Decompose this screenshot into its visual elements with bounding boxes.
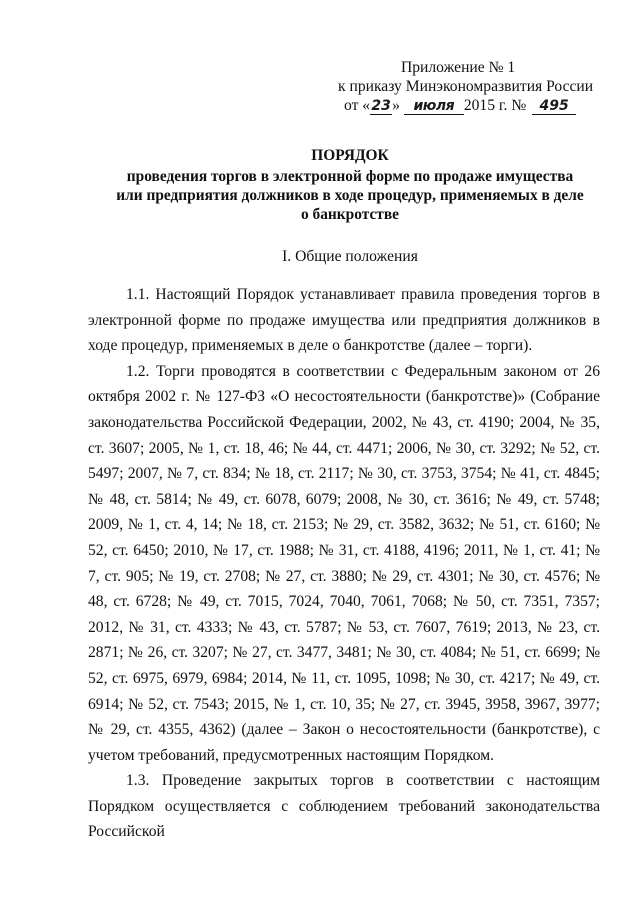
document-title bbox=[60, 146, 640, 224]
annex-date-line bbox=[338, 96, 608, 115]
annex-title: Приложение № 1 bbox=[401, 59, 516, 76]
paragraph-1-1: 1.1. Настоящий Порядок устанавливает правила проведения торгов в электронной форме по продаже имущества или предприятия должников в ходе процедур, применяемых в деле о банкротстве (далее – торги). bbox=[88, 286, 600, 355]
title-line-2: или предприятия должников в ходе процедур, применяемых в деле bbox=[116, 187, 584, 204]
date-prefix: от « bbox=[344, 97, 371, 114]
section-title: I. Общие положения bbox=[282, 248, 418, 265]
date-year: 2015 г. № bbox=[463, 97, 527, 114]
body-text bbox=[88, 282, 600, 845]
handwritten-day: 23 bbox=[371, 98, 391, 114]
handwritten-month: июля bbox=[404, 99, 464, 115]
paragraph-1-2: 1.2. Торги проводятся в соответствии с Федеральным законом от 26 октября 2002 г. № 127-ФЗ «О несостоятельности (банкротстве)» (Собрание законодательства Российской Федерации, 2002, № 43, ст. 4190; 2004, № 35, ст. 3607; 2005, № 1, ст. 18, 46; № 44, ст. 4471; 2006, № 30, ст. 3292; № 52, ст. 5497; 2007, № 7, ст. 834; № 18, ст. 2117; № 30, ст. 3753, 3754; № 41, ст. 4845; № 48, ст. 5814; № 49, ст. 6078, 6079; 2008, № 30, ст. 3616; № 49, ст. 5748; 2009, № 1, ст. 4, 14; № 18, ст. 2153; № 29, ст. 3582, 3632; № 51, ст. 6160; № 52, ст. 6450; 2010, № 17, ст. 1988; № 31, ст. 4188, 4196; 2011, № 1, ст. 41; № 7, ст. 905; № 19, ст. 2708; № 27, ст. 3880; № 29, ст. 4301; № 30, ст. 4576; № 48, ст. 6728; № 49, ст. 7015, 7024, 7040, 7061, 7068; № 50, ст. 7351, 7357; 2012, № 31, ст. 4333; № 43, ст. 5787; № 53, ст. 7607, 7619; 2013, № 23, ст. 2871; № 26, ст. 3207; № 27, ст. 3477, 3481; № 30, ст. 4084; № 51, ст. 6699; № 52, ст. 6975, 6979, 6984; 2014, № 11, ст. 1095, 1098; № 30, ст. 4217; № 49, ст. 6914; № 52, ст. 7543; 2015, № 1, ст. 10, 35; № 27, ст. 3945, 3958, 3967, 3977; № 29, ст. 4355, 4362) (далее – Закон о несостоятельности (банкротстве), с учетом требований, предусмотренных настоящим Порядком. bbox=[88, 362, 600, 764]
annex-header bbox=[338, 58, 608, 115]
handwritten-order-number: 495 bbox=[532, 99, 576, 115]
title-line-1: проведения торгов в электронной форме по продаже имущества bbox=[126, 168, 574, 185]
date-quote-close: » bbox=[392, 97, 400, 114]
annex-order-ref: к приказу Минэкономразвития России bbox=[338, 78, 594, 95]
paragraph-1-3: 1.3. Проведение закрытых торгов в соответствии с настоящим Порядком осуществляется с соблюдением требований законодательства Российской bbox=[88, 772, 600, 841]
title-line-3: о банкротстве bbox=[300, 206, 399, 223]
title-heading: ПОРЯДОК bbox=[311, 147, 389, 164]
